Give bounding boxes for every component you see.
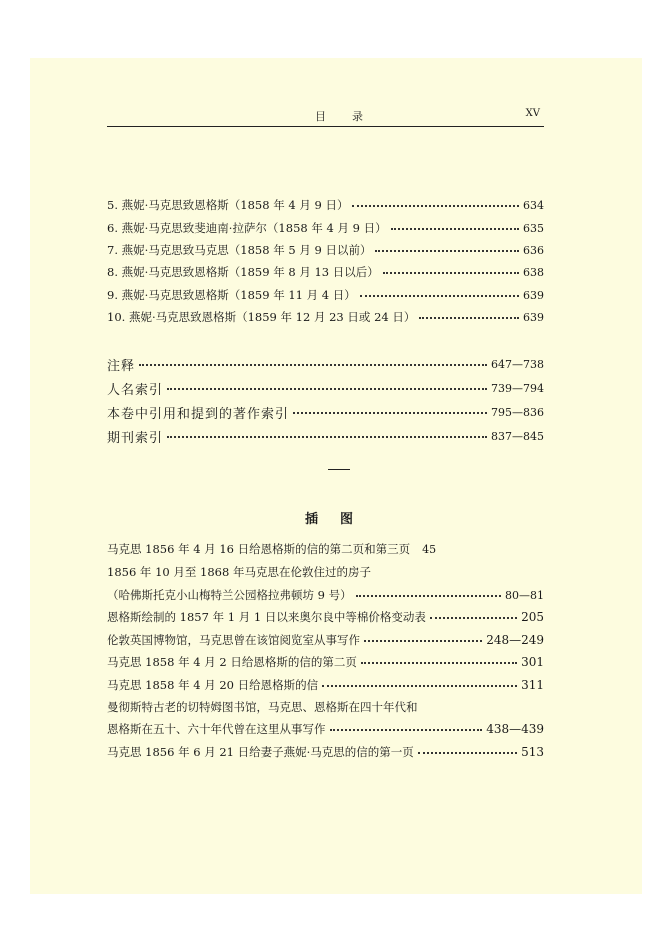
running-header	[107, 104, 544, 127]
entry-title: 10. 燕妮·马克思致恩格斯（1859 年 12 月 23 日或 24 日）	[107, 310, 416, 324]
illustration-entry	[107, 697, 544, 717]
book-page	[30, 58, 642, 894]
leader-dots	[167, 436, 487, 438]
leader-dots	[418, 752, 517, 754]
illustration-entry	[107, 607, 544, 627]
entry-title: 8. 燕妮·马克思致恩格斯（1859 年 8 月 13 日以后）	[107, 265, 379, 279]
entry-page: 80—81	[505, 588, 544, 602]
leader-dots	[293, 412, 487, 414]
entry-title: （哈佛斯托克小山梅特兰公园格拉弗顿坊 9 号）	[107, 588, 352, 602]
entry-page: 638	[523, 265, 544, 279]
illustration-entry	[107, 585, 544, 605]
entry-title: 1856 年 10 月至 1868 年马克思在伦敦住过的房子	[107, 565, 371, 579]
entry-title: 6. 燕妮·马克思致斐迪南·拉萨尔（1858 年 4 月 9 日）	[107, 221, 387, 235]
leader-dots	[139, 364, 487, 366]
running-title: 目录	[315, 110, 389, 123]
leader-dots	[322, 685, 517, 687]
entry-title: 马克思 1858 年 4 月 2 日给恩格斯的信的第二页	[107, 655, 357, 669]
entry-title: 伦敦英国博物馆，马克思曾在该馆阅览室从事写作	[107, 633, 360, 647]
entry-page: 639	[523, 310, 544, 324]
illustration-entry	[107, 675, 544, 695]
entry-page: 636	[523, 243, 544, 257]
entry-page: 301	[521, 655, 544, 669]
entry-page: 795—836	[491, 405, 544, 419]
toc-entry	[107, 426, 544, 446]
leader-dots	[364, 640, 482, 642]
entry-title: 人名索引	[107, 382, 164, 398]
leader-dots	[430, 617, 517, 619]
entry-page: 205	[521, 610, 544, 624]
leader-dots	[419, 317, 519, 319]
illustration-entry	[107, 742, 544, 762]
entry-title: 7. 燕妮·马克思致马克思（1858 年 5 月 9 日以前）	[107, 243, 372, 257]
entry-title: 曼彻斯特古老的切特姆图书馆，马克思、恩格斯在四十年代和	[107, 700, 418, 714]
leader-dots	[361, 662, 517, 664]
leader-dots	[330, 729, 483, 731]
leader-dots	[383, 272, 519, 274]
entry-title: 恩格斯绘制的 1857 年 1 月 1 日以来奥尔良中等棉价格变动表	[107, 610, 426, 624]
entry-page: 739—794	[491, 381, 544, 395]
toc-entry	[107, 378, 544, 398]
toc-entry	[107, 307, 544, 327]
toc-entry	[107, 354, 544, 374]
leader-dots	[375, 250, 519, 252]
illustration-entry	[107, 562, 544, 582]
entry-title: 期刊索引	[107, 430, 164, 446]
entry-page: 837—845	[491, 429, 544, 443]
entry-title: 马克思 1856 年 6 月 21 日给妻子燕妮·马克思的信的第一页	[107, 745, 414, 759]
toc-entry	[107, 240, 544, 260]
entry-title: 注释	[107, 358, 136, 374]
entry-title: 9. 燕妮·马克思致恩格斯（1859 年 11 月 4 日）	[107, 288, 356, 302]
section-divider	[328, 469, 350, 470]
entry-title: 本卷中引用和提到的著作索引	[107, 406, 290, 422]
entry-page: 45	[422, 542, 437, 556]
leader-dots	[352, 205, 519, 207]
entry-page: 635	[523, 221, 544, 235]
illustration-entry	[107, 652, 544, 672]
illustration-entry	[107, 719, 544, 739]
entry-page: 248—249	[486, 633, 544, 647]
illustration-entry	[107, 630, 544, 650]
entry-page: 438—439	[486, 722, 544, 736]
entry-title: 马克思 1856 年 4 月 16 日给恩格斯的信的第二页和第三页	[107, 542, 411, 556]
entry-title: 5. 燕妮·马克思致恩格斯（1858 年 4 月 9 日）	[107, 198, 349, 212]
toc-entry	[107, 262, 544, 282]
toc-entry	[107, 402, 544, 422]
illustration-entry	[107, 539, 544, 559]
illustrations-heading: 插图	[304, 512, 375, 527]
entry-page: 634	[523, 198, 544, 212]
entry-page: 513	[521, 745, 544, 759]
entry-title: 恩格斯在五十、六十年代曾在这里从事写作	[107, 722, 326, 736]
toc-entry	[107, 195, 544, 215]
leader-dots	[356, 595, 501, 597]
entry-page: 647—738	[491, 357, 544, 371]
toc-entry	[107, 285, 544, 305]
entry-title: 马克思 1858 年 4 月 20 日给恩格斯的信	[107, 678, 319, 692]
page-number: XV	[525, 108, 540, 119]
leader-dots	[167, 388, 487, 390]
entry-page: 311	[521, 678, 544, 692]
leader-dots	[360, 295, 519, 297]
entry-page: 639	[523, 288, 544, 302]
leader-dots	[391, 228, 519, 230]
toc-entry	[107, 218, 544, 238]
